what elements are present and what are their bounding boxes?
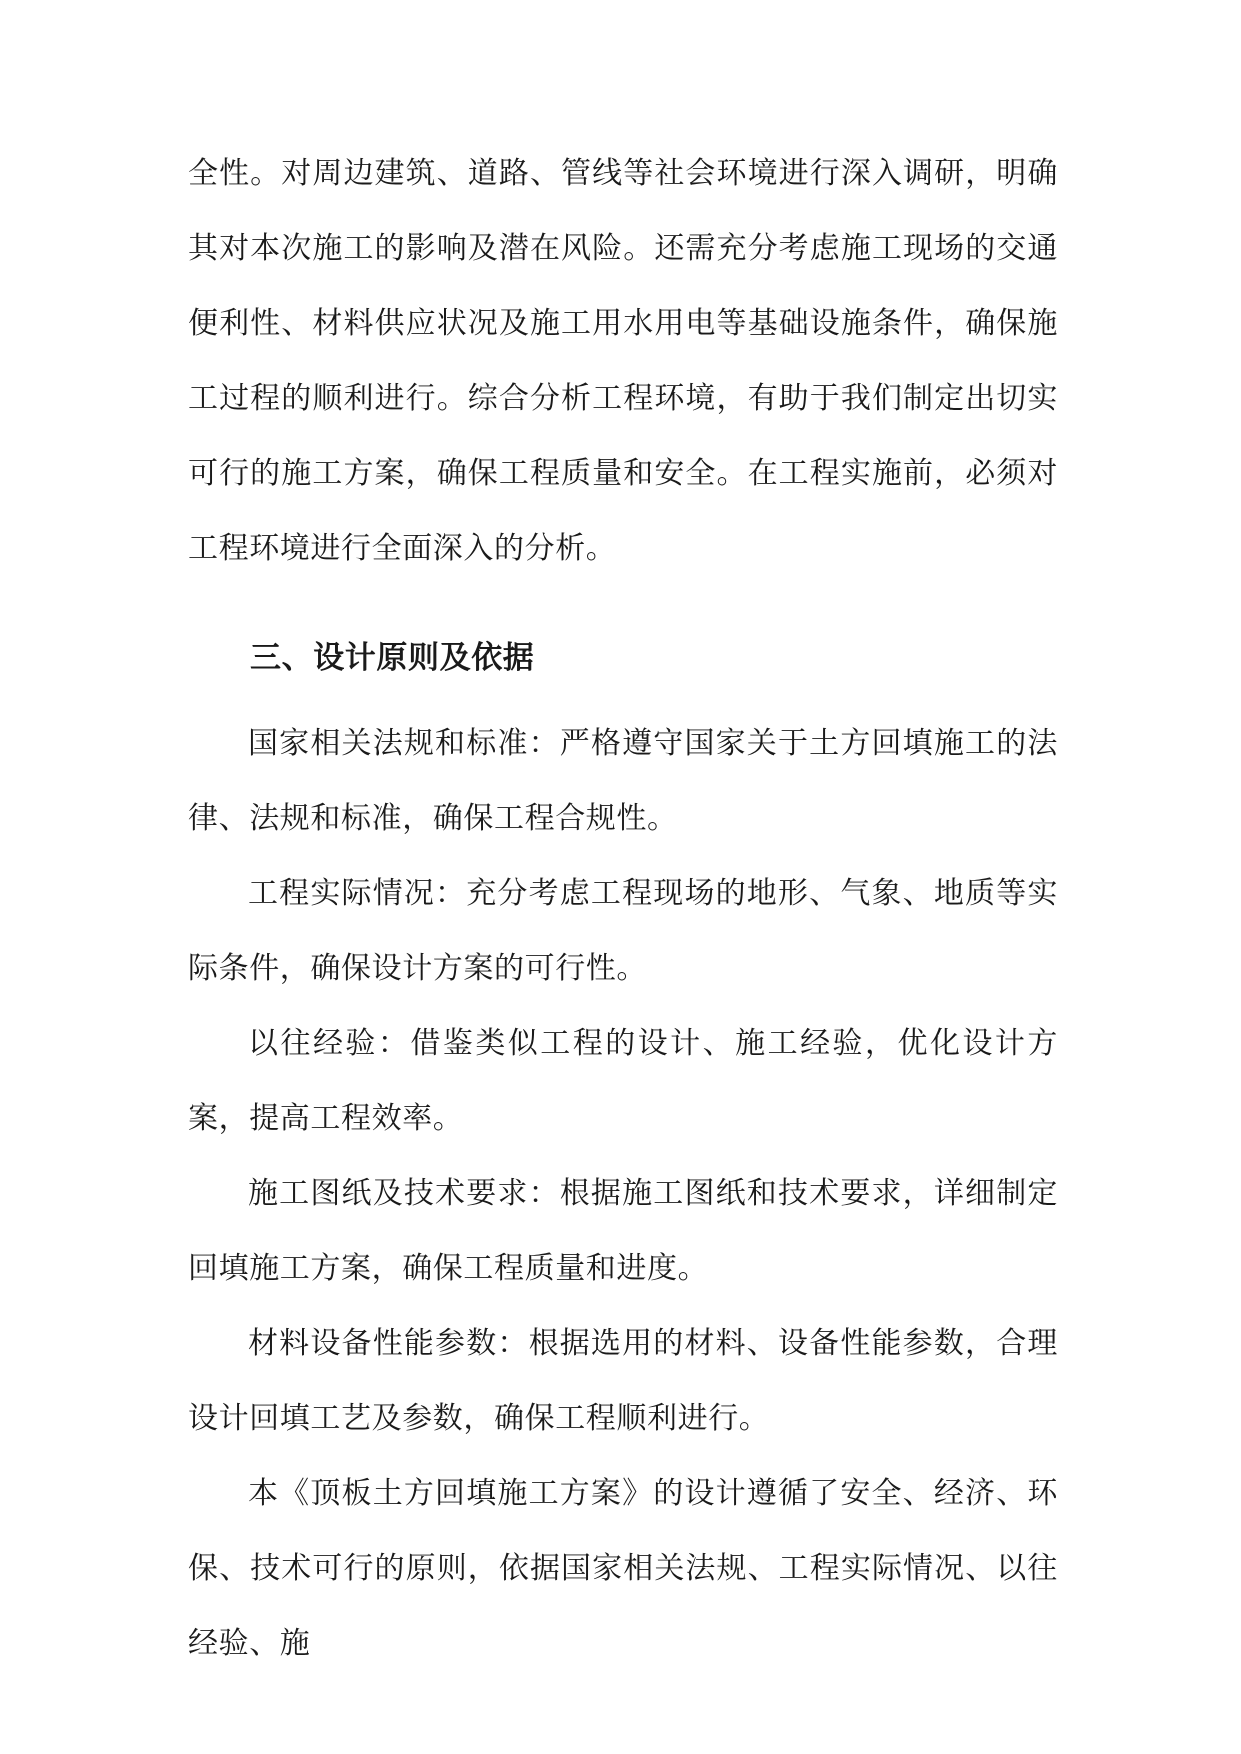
paragraph-regulations: 国家相关法规和标准：严格遵守国家关于土方回填施工的法律、法规和标准，确保工程合规性。 [188, 726, 1058, 836]
paragraph-materials: 材料设备性能参数：根据选用的材料、设备性能参数，合理设计回填工艺及参数，确保工程顺利进行。 [188, 1326, 1058, 1436]
paragraph-site-conditions: 工程实际情况：充分考虑工程现场的地形、气象、地质等实际条件，确保设计方案的可行性。 [188, 876, 1058, 986]
section-heading: 三、设计原则及依据 [250, 640, 535, 676]
paragraph-summary: 本《顶板土方回填施工方案》的设计遵循了安全、经济、环保、技术可行的原则，依据国家相关法规、工程实际情况、以往经验、施 [188, 1476, 1058, 1661]
paragraph-drawings: 施工图纸及技术要求：根据施工图纸和技术要求，详细制定回填施工方案，确保工程质量和进度。 [188, 1176, 1058, 1286]
continuation-paragraph: 全性。对周边建筑、道路、管线等社会环境进行深入调研，明确其对本次施工的影响及潜在风险。还需充分考虑施工现场的交通便利性、材料供应状况及施工用水用电等基础设施条件，确保施工过程的顺利进行。综合分析工程环境，有助于我们制定出切实可行的施工方案，确保工程质量和安全。在工程实施前，必须对工程环境进行全面深入的分析。 [188, 156, 1058, 566]
paragraph-experience: 以往经验：借鉴类似工程的设计、施工经验，优化设计方案，提高工程效率。 [188, 1026, 1058, 1136]
